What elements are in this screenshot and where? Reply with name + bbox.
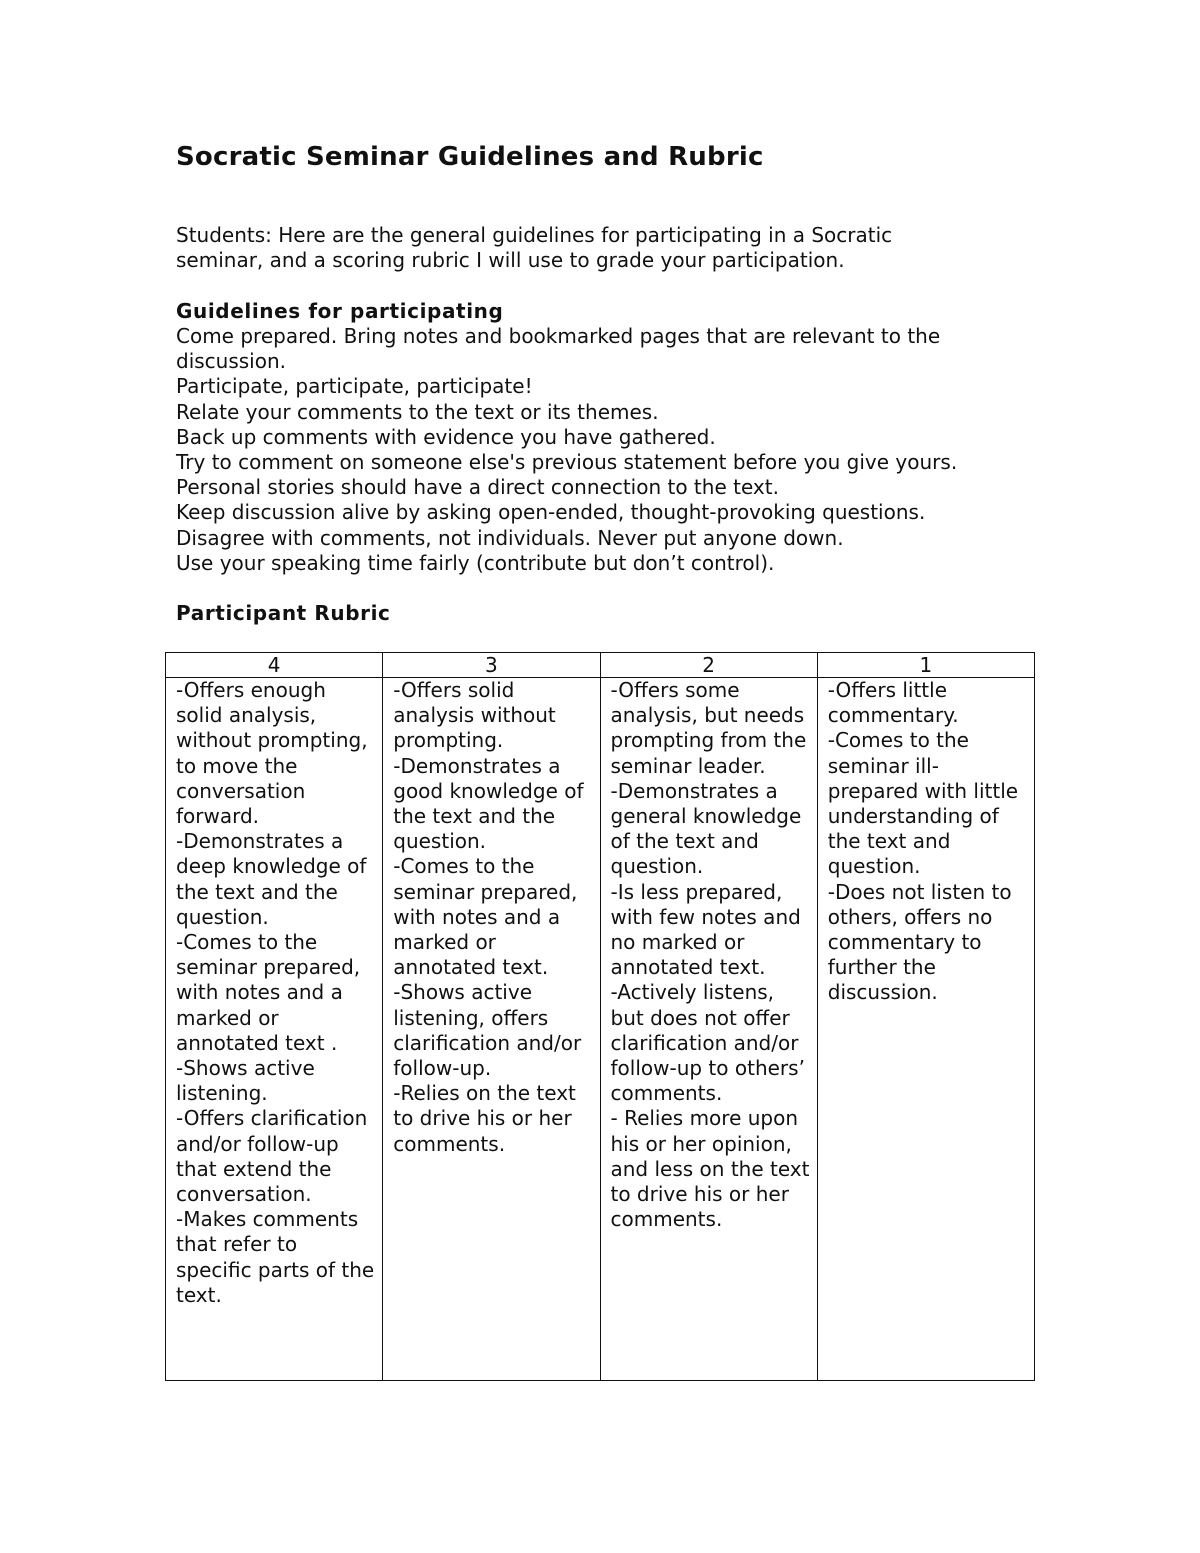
- guideline-item: Try to comment on someone else's previous statement before you give yours.: [176, 450, 958, 475]
- rubric-criterion: -Offers solid analysis without prompting.: [393, 678, 556, 753]
- rubric-criterion: -Offers enough solid analysis, without prompting, to move the conversation forward.: [176, 678, 368, 829]
- rubric-table: [165, 652, 1035, 1381]
- rubric-cell-score-4: [166, 678, 383, 1381]
- rubric-criterion: -Comes to the seminar ill-prepared with little understanding of the text and question.: [827, 728, 1019, 879]
- intro-paragraph: Students: Here are the general guidelines for participating in a Socratic seminar, and a scoring rubric I will use to grade your participation.: [176, 223, 893, 273]
- guidelines-heading: Guidelines for participating: [176, 298, 504, 323]
- rubric-criterion: -Demonstrates a general knowledge of the text and question.: [610, 778, 802, 879]
- rubric-criteria-row: [166, 678, 1035, 1381]
- rubric-criterion: -Actively listens, but does not offer clarification and/or follow-up to others’ comments.: [610, 980, 805, 1106]
- rubric-header-row: [166, 653, 1035, 678]
- document-title: Socratic Seminar Guidelines and Rubric: [176, 142, 764, 172]
- rubric-criterion: -Makes comments that refer to specific parts of the text.: [176, 1207, 375, 1307]
- rubric-criterion: -Comes to the seminar prepared, with notes and a marked or annotated text .: [176, 930, 361, 1055]
- rubric-score-header: 2: [600, 653, 817, 678]
- guidelines-list: [176, 324, 1056, 576]
- rubric-criterion: -Offers some analysis, but needs prompting from the seminar leader.: [610, 678, 807, 778]
- rubric-cell-score-3: [383, 678, 600, 1381]
- rubric-cell-score-1: [817, 678, 1034, 1381]
- rubric-criterion: -Shows active listening, offers clarification and/or follow-up.: [393, 980, 582, 1081]
- rubric-criterion: -Shows active listening.: [176, 1056, 315, 1106]
- guideline-item: Personal stories should have a direct connection to the text.: [176, 475, 779, 500]
- rubric-criterion: -Demonstrates a deep knowledge of the text and the question.: [176, 829, 367, 929]
- document-page: [176, 138, 1056, 627]
- rubric-criterion: -Comes to the seminar prepared, with notes and a marked or annotated text.: [393, 854, 578, 980]
- rubric-score-header: 1: [817, 653, 1034, 678]
- rubric-score-header: 3: [383, 653, 600, 678]
- rubric-criterion: -Demonstrates a good knowledge of the text and the question.: [393, 753, 584, 854]
- rubric-criterion: - Relies more upon his or her opinion, and less on the text to drive his or her comments.: [610, 1106, 810, 1232]
- rubric-heading: Participant Rubric: [176, 601, 391, 626]
- guideline-item: Relate your comments to the text or its themes.: [176, 399, 659, 424]
- rubric-cell-score-2: [600, 678, 817, 1381]
- rubric-criterion: -Does not listen to others, offers no commentary to further the discussion.: [827, 879, 1012, 1005]
- rubric-criterion: -Offers clarification and/or follow-up that extend the conversation.: [176, 1106, 368, 1207]
- guideline-item: Disagree with comments, not individuals. Never put anyone down.: [176, 525, 844, 550]
- guideline-item: Keep discussion alive by asking open-ended, thought-provoking questions.: [176, 500, 926, 525]
- rubric-criterion: -Offers little commentary.: [827, 678, 959, 728]
- guideline-item: Use your speaking time fairly (contribute but don’t control).: [176, 550, 775, 575]
- rubric-criterion: -Is less prepared, with few notes and no marked or annotated text.: [610, 879, 801, 980]
- guideline-item: Participate, participate, participate!: [176, 374, 533, 399]
- rubric-criterion: -Relies on the text to drive his or her comments.: [393, 1081, 576, 1156]
- guideline-item: Come prepared. Bring notes and bookmarked pages that are relevant to the discussion.: [176, 324, 941, 374]
- guideline-item: Back up comments with evidence you have gathered.: [176, 424, 716, 449]
- rubric-score-header: 4: [166, 653, 383, 678]
